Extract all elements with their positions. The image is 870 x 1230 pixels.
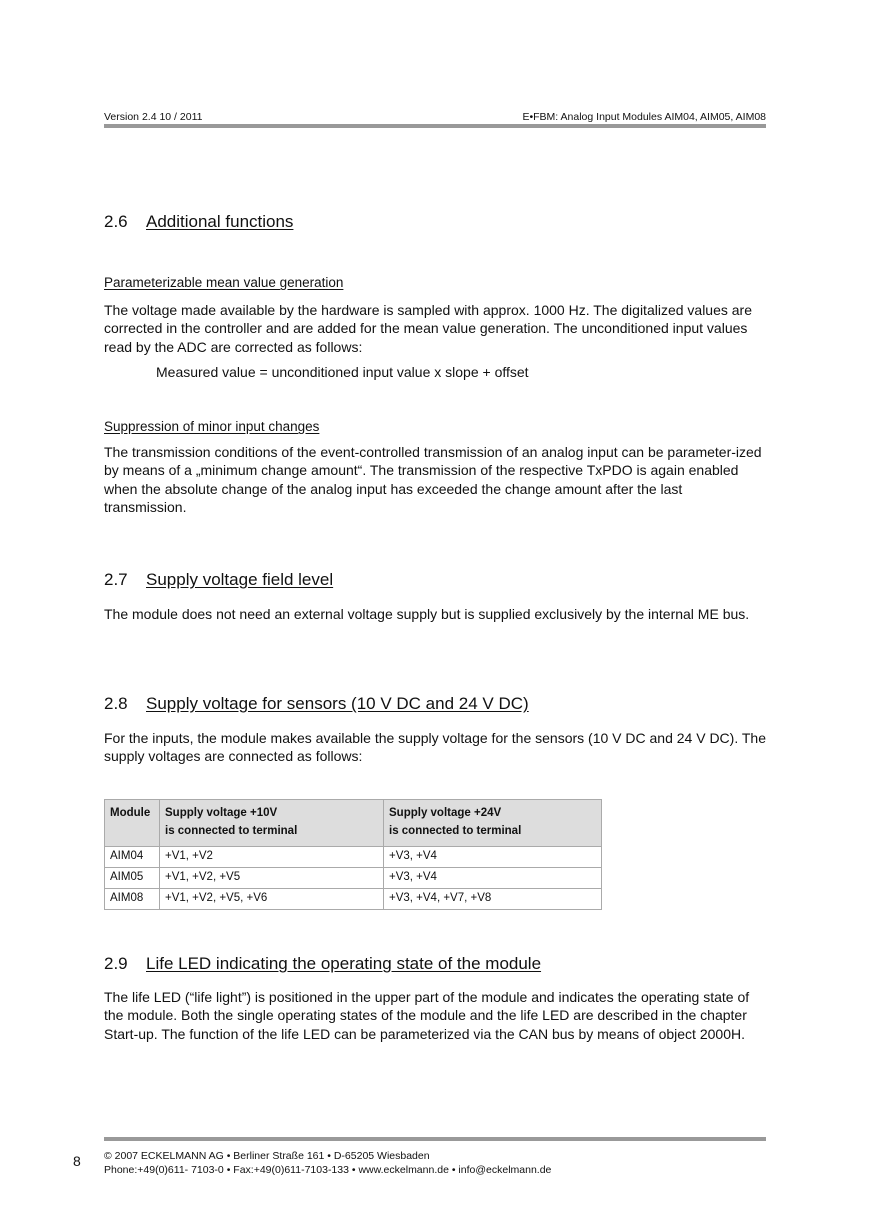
cell: +V3, +V4 xyxy=(384,868,602,889)
cell: AIM08 xyxy=(105,889,160,910)
subheading-mean-value: Parameterizable mean value generation xyxy=(104,275,344,290)
heading-2-7: 2.7 Supply voltage field level xyxy=(104,570,334,589)
header-title: E•FBM: Analog Input Modules AIM04, AIM05, AIM08 xyxy=(522,111,766,123)
header-rule xyxy=(104,124,766,128)
paragraph-sensors: For the inputs, the module makes available the supply voltage for the sensors (10 V DC and 24 V DC). The supply voltages are connected as follows: xyxy=(104,730,766,765)
table-row xyxy=(105,868,602,889)
heading-2-6: 2.6 Additional functions xyxy=(104,212,294,231)
header-version: Version 2.4 10 / 2011 xyxy=(104,111,203,123)
cell: +V3, +V4 xyxy=(384,847,602,868)
subheading-suppression: Suppression of minor input changes xyxy=(104,419,320,434)
paragraph-suppression: The transmission conditions of the event-controlled transmission of an analog input can be parameter-ized by means of a „minimum change amount“. The transmission of the respective TxPDO is again enabled when the absolute change of the analog input has exceeded the change amount after the last transmission. xyxy=(104,444,762,515)
cell: AIM05 xyxy=(105,868,160,889)
heading-2-9: 2.9 Life LED indicating the operating state of the module xyxy=(104,954,542,973)
paragraph-field-level: The module does not need an external voltage supply but is supplied exclusively by the internal ME bus. xyxy=(104,606,750,622)
cell: +V1, +V2, +V5, +V6 xyxy=(160,889,384,910)
header-module: Module xyxy=(105,800,160,847)
footer-rule xyxy=(104,1137,766,1141)
footer-contact: Phone:+49(0)611- 7103-0 • Fax:+49(0)611-7103-133 • www.eckelmann.de • info@eckelmann.de xyxy=(104,1164,552,1176)
cell: AIM04 xyxy=(105,847,160,868)
paragraph-mean-value: The voltage made available by the hardware is sampled with approx. 1000 Hz. The digitalized values are corrected in the controller and are added for the mean value generation. The unconditioned input values read by the ADC are corrected as follows: xyxy=(104,302,752,355)
header-10v: Supply voltage +10V is connected to terminal xyxy=(160,800,384,847)
paragraph-life-led: The life LED (“life light”) is positioned in the upper part of the module and indicates the operating state of the module. Both the single operating states of the module and the life LED are described in the chapter Start-up. The function of the life LED can be parameterized via the CAN bus by means of object 2000H. xyxy=(104,989,750,1042)
page-number: 8 xyxy=(73,1153,81,1169)
header-24v: Supply voltage +24V is connected to terminal xyxy=(384,800,602,847)
supply-voltage-table xyxy=(104,799,602,910)
heading-2-8: 2.8 Supply voltage for sensors (10 V DC and 24 V DC) xyxy=(104,694,529,713)
cell: +V1, +V2, +V5 xyxy=(160,868,384,889)
table-row xyxy=(105,847,602,868)
footer-address: © 2007 ECKELMANN AG • Berliner Straße 161 • D-65205 Wiesbaden xyxy=(104,1150,430,1162)
cell: +V1, +V2 xyxy=(160,847,384,868)
cell: +V3, +V4, +V7, +V8 xyxy=(384,889,602,910)
table-row xyxy=(105,889,602,910)
table-header-row xyxy=(105,800,602,847)
formula: Measured value = unconditioned input value x slope + offset xyxy=(156,364,529,380)
